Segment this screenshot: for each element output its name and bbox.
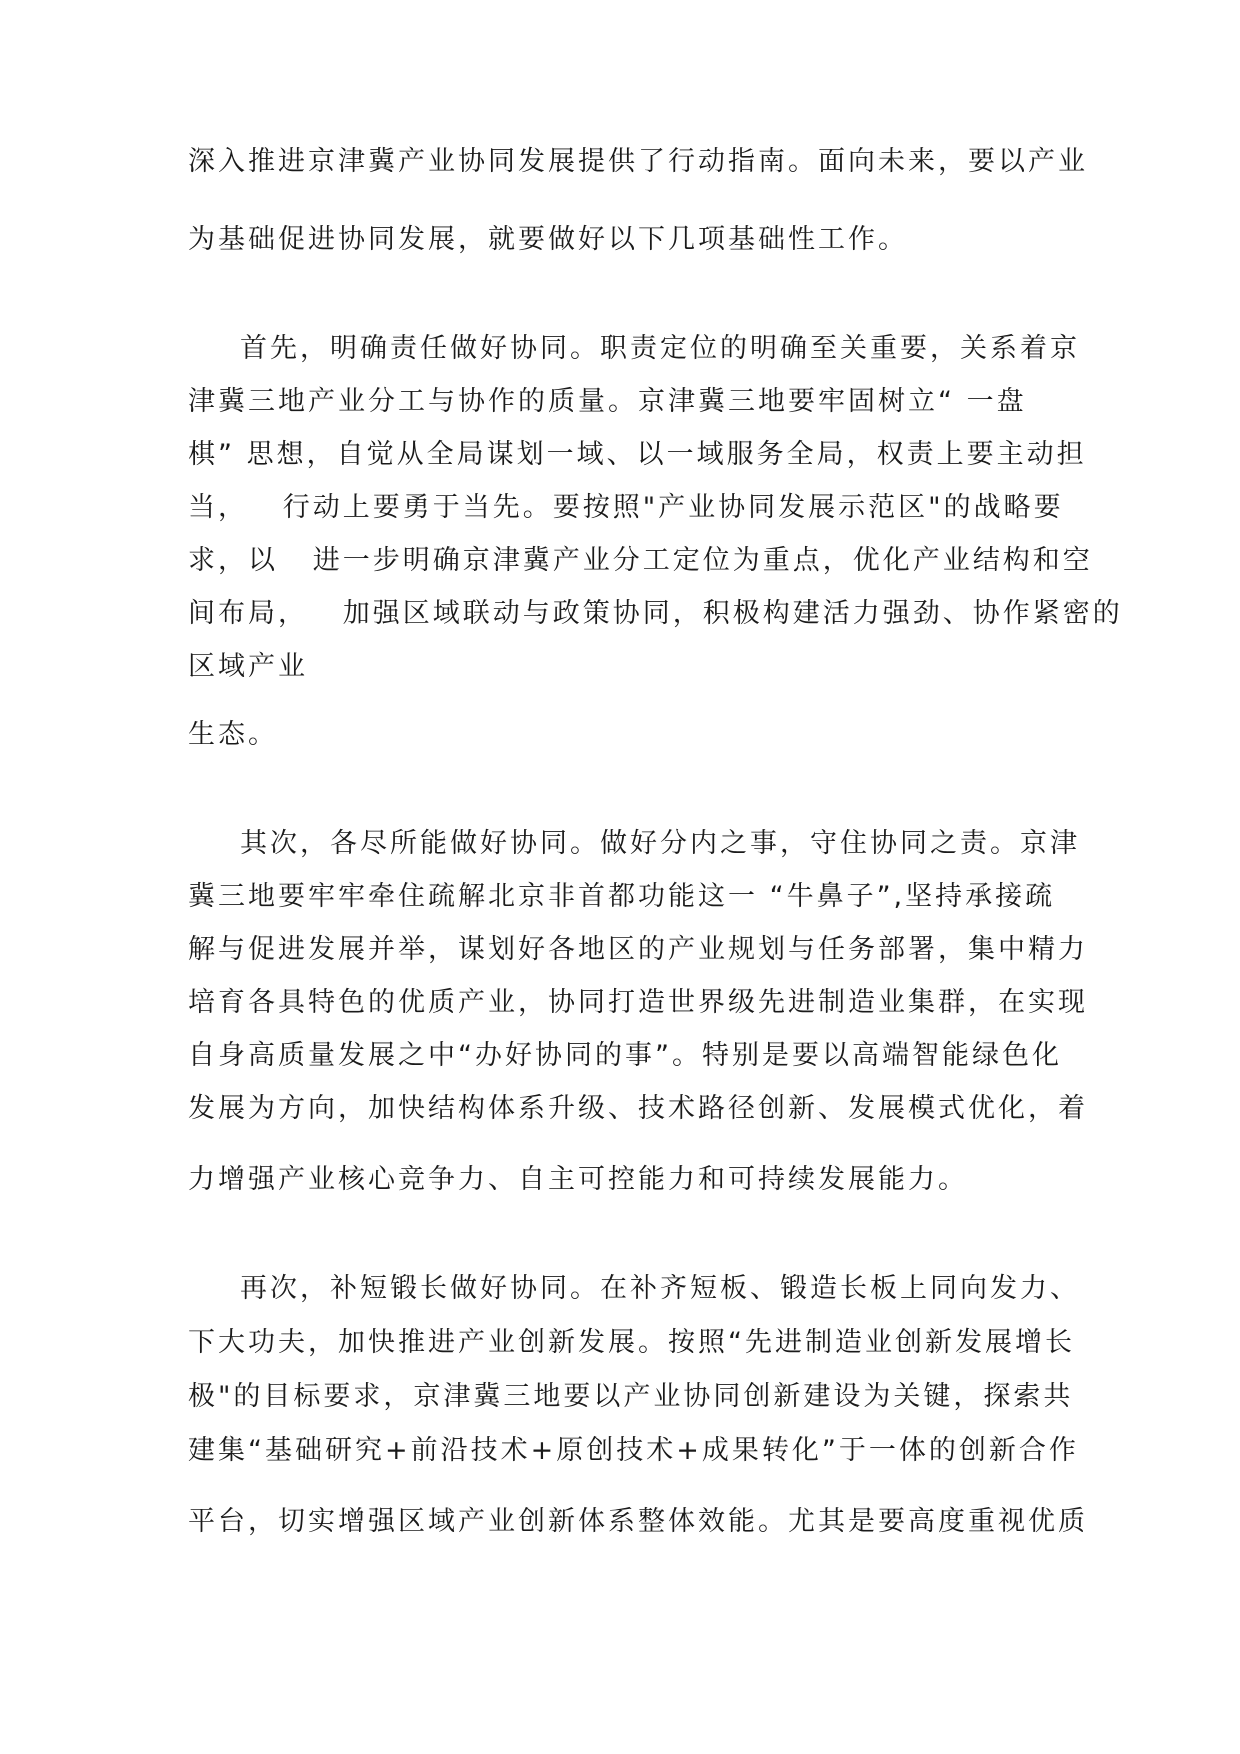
text-line: 求，以 进一步明确京津冀产业分工定位为重点，优化产业结构和空 [188, 545, 1093, 576]
text-line: 自身高质量发展之中“办好协同的事”。特别是要以高端智能绿色化 [188, 1040, 1062, 1071]
paragraph-first-line: 其次，各尽所能做好协同。做好分内之事，守住协同之责。京津 [240, 828, 1080, 859]
text-line: 当， 行动上要勇于当先。要按照"产业协同发展示范区"的战略要 [188, 492, 1064, 523]
text-line: 培育各具特色的优质产业，协同打造世界级先进制造业集群，在实现 [188, 987, 1088, 1018]
text-line: 为基础促进协同发展，就要做好以下几项基础性工作。 [188, 224, 908, 255]
paragraph-first-line: 再次，补短锻长做好协同。在补齐短板、锻造长板上同向发力、 [240, 1273, 1080, 1304]
text-line: 间布局， 加强区域联动与政策协同，积极构建活力强劲、协作紧密的 [188, 598, 1123, 629]
paragraph-first-line: 首先，明确责任做好协同。职责定位的明确至关重要，关系着京 [240, 333, 1080, 364]
text-line: 建集“基础研究+前沿技术+原创技术+成果转化”于一体的创新合作 [188, 1435, 1079, 1466]
text-line: 棋” 思想，自觉从全局谋划一域、以一域服务全局，权责上要主动担 [188, 439, 1087, 470]
text-line: 发展为方向，加快结构体系升级、技术路径创新、发展模式优化，着 [188, 1093, 1088, 1124]
text-line: 力增强产业核心竞争力、自主可控能力和可持续发展能力。 [188, 1164, 968, 1195]
text-line: 极"的目标要求，京津冀三地要以产业协同创新建设为关键，探索共 [188, 1381, 1074, 1412]
text-line: 解与促进发展并举，谋划好各地区的产业规划与任务部署，集中精力 [188, 934, 1088, 965]
text-line: 生态。 [188, 719, 278, 750]
text-line: 平台，切实增强区域产业创新体系整体效能。尤其是要高度重视优质 [188, 1506, 1088, 1537]
text-line: 深入推进京津冀产业协同发展提供了行动指南。面向未来，要以产业 [188, 146, 1088, 177]
text-line: 下大功夫，加快推进产业创新发展。按照“先进制造业创新发展增长 [188, 1327, 1075, 1358]
text-line: 津冀三地产业分工与协作的质量。京津冀三地要牢固树立“ 一盘 [188, 386, 1027, 417]
text-line: 冀三地要牢牢牵住疏解北京非首都功能这一 “牛鼻子”,坚持承接疏 [188, 881, 1056, 912]
text-line: 区域产业 [188, 651, 308, 682]
